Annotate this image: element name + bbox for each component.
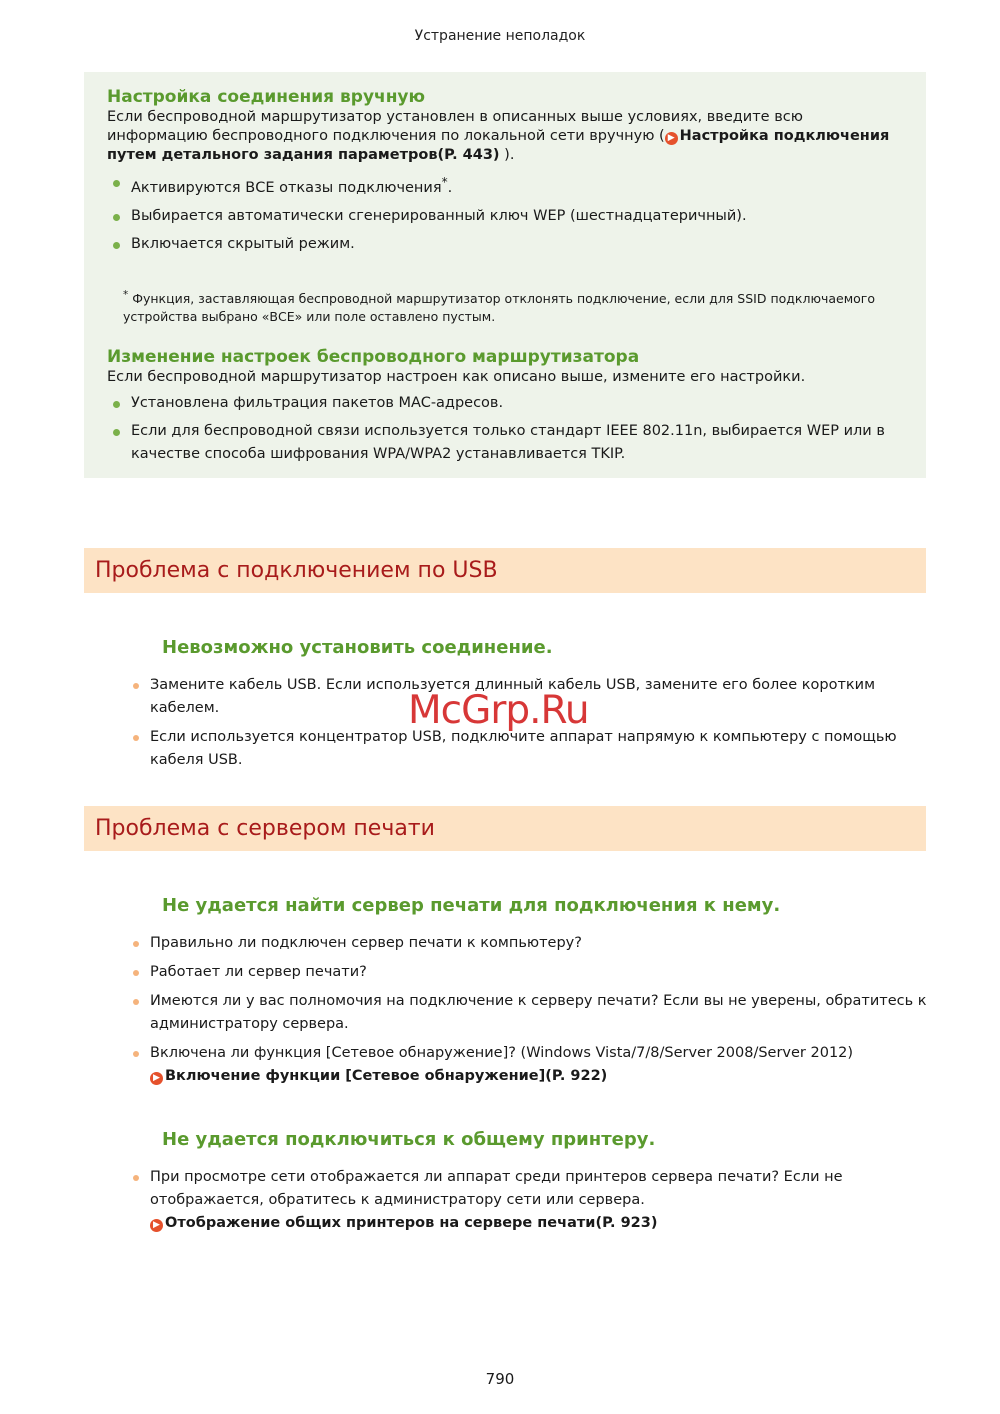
router-bullet-list — [107, 392, 902, 466]
list-item: При просмотре сети отображается ли аппарат среди принтеров сервера печати? Если не отображается, обратитесь к администратору сети или сервера. ▶ Отображение общих принтеров на сервере печати(P. 923) — [150, 1166, 930, 1235]
list-item: Если для беспроводной связи используется только стандарт IEEE 802.11n, выбирается WEP или в качестве способа шифрования WPA/WPA2 устанавливается TKIP. — [107, 420, 902, 466]
link-arrow-icon: ▶ — [150, 1072, 163, 1085]
manual-text-after: ). — [504, 147, 515, 163]
link-arrow-icon: ▶ — [665, 132, 678, 145]
footnote-marker: * — [123, 288, 129, 301]
list-item: Работает ли сервер печати? — [150, 961, 930, 984]
link-network-discovery[interactable]: Включение функции [Сетевое обнаружение](P. 922) — [165, 1068, 608, 1084]
running-header: Устранение неполадок — [414, 28, 586, 44]
list-item: Включается скрытый режим. — [107, 233, 902, 256]
link-shared-printers[interactable]: Отображение общих принтеров на сервере печати(P. 923) — [165, 1215, 658, 1231]
link-arrow-icon: ▶ — [150, 1219, 163, 1232]
router-settings-title: Изменение настроек беспроводного маршрутизатора — [107, 346, 640, 367]
usb-subtitle: Невозможно установить соединение. — [162, 637, 553, 658]
usb-section-title: Проблема с подключением по USB — [84, 548, 926, 593]
list-item: Правильно ли подключен сервер печати к компьютеру? — [150, 932, 930, 955]
find-server-subtitle: Не удается найти сервер печати для подключения к нему. — [162, 895, 781, 916]
shared-printer-bullet-list — [150, 1166, 930, 1241]
shared-printer-subtitle: Не удается подключиться к общему принтеру. — [162, 1129, 656, 1150]
list-item: Имеются ли у вас полномочия на подключение к серверу печати? Если вы не уверены, обратитесь к администратору сервера. — [150, 990, 930, 1036]
page-number: 790 — [485, 1370, 515, 1388]
link-detailed-settings[interactable]: Настройка подключения путем детального задания параметров(P. 443) — [107, 128, 890, 163]
list-item: Выбирается автоматически сгенерированный ключ WEP (шестнадцатеричный). — [107, 205, 902, 228]
watermark: McGrp.Ru — [408, 688, 589, 733]
manual-text-before: Если беспроводной маршрутизатор установлен в описанных выше условиях, введите всю информацию беспроводного подключения по локальной сети вручную ( — [107, 109, 803, 144]
manual-connection-title: Настройка соединения вручную — [107, 87, 426, 107]
list-item: Установлена фильтрация пакетов MAC-адресов. — [107, 392, 902, 415]
list-item: Активируются ВСЕ отказы подключения*. — [107, 171, 902, 200]
print-server-section-title: Проблема с сервером печати — [84, 806, 926, 851]
manual-bullet-list — [107, 171, 902, 256]
list-item: Замените кабель USB. Если используется длинный кабель USB, замените его более коротким кабелем. — [150, 674, 930, 720]
footnote-marker: * — [441, 175, 448, 189]
wireless-settings-note — [84, 72, 926, 478]
list-item: Включена ли функция [Сетевое обнаружение]? (Windows Vista/7/8/Server 2008/Server 2012) ▶ Включение функции [Сетевое обнаружение](P. 922) — [150, 1042, 930, 1088]
find-server-bullet-list — [150, 932, 930, 1094]
router-settings-text: Если беспроводной маршрутизатор настроен как описано выше, измените его настройки. — [107, 368, 806, 385]
manual-connection-text — [107, 108, 902, 165]
footnote: * Функция, заставляющая беспроводной маршрутизатор отклонять подключение, если для SSID подключаемого устройства выбрано «ВСЕ» или поле оставлено пустым. — [123, 288, 876, 324]
list-item: Если используется концентратор USB, подключите аппарат напрямую к компьютеру с помощью кабеля USB. — [150, 726, 930, 772]
